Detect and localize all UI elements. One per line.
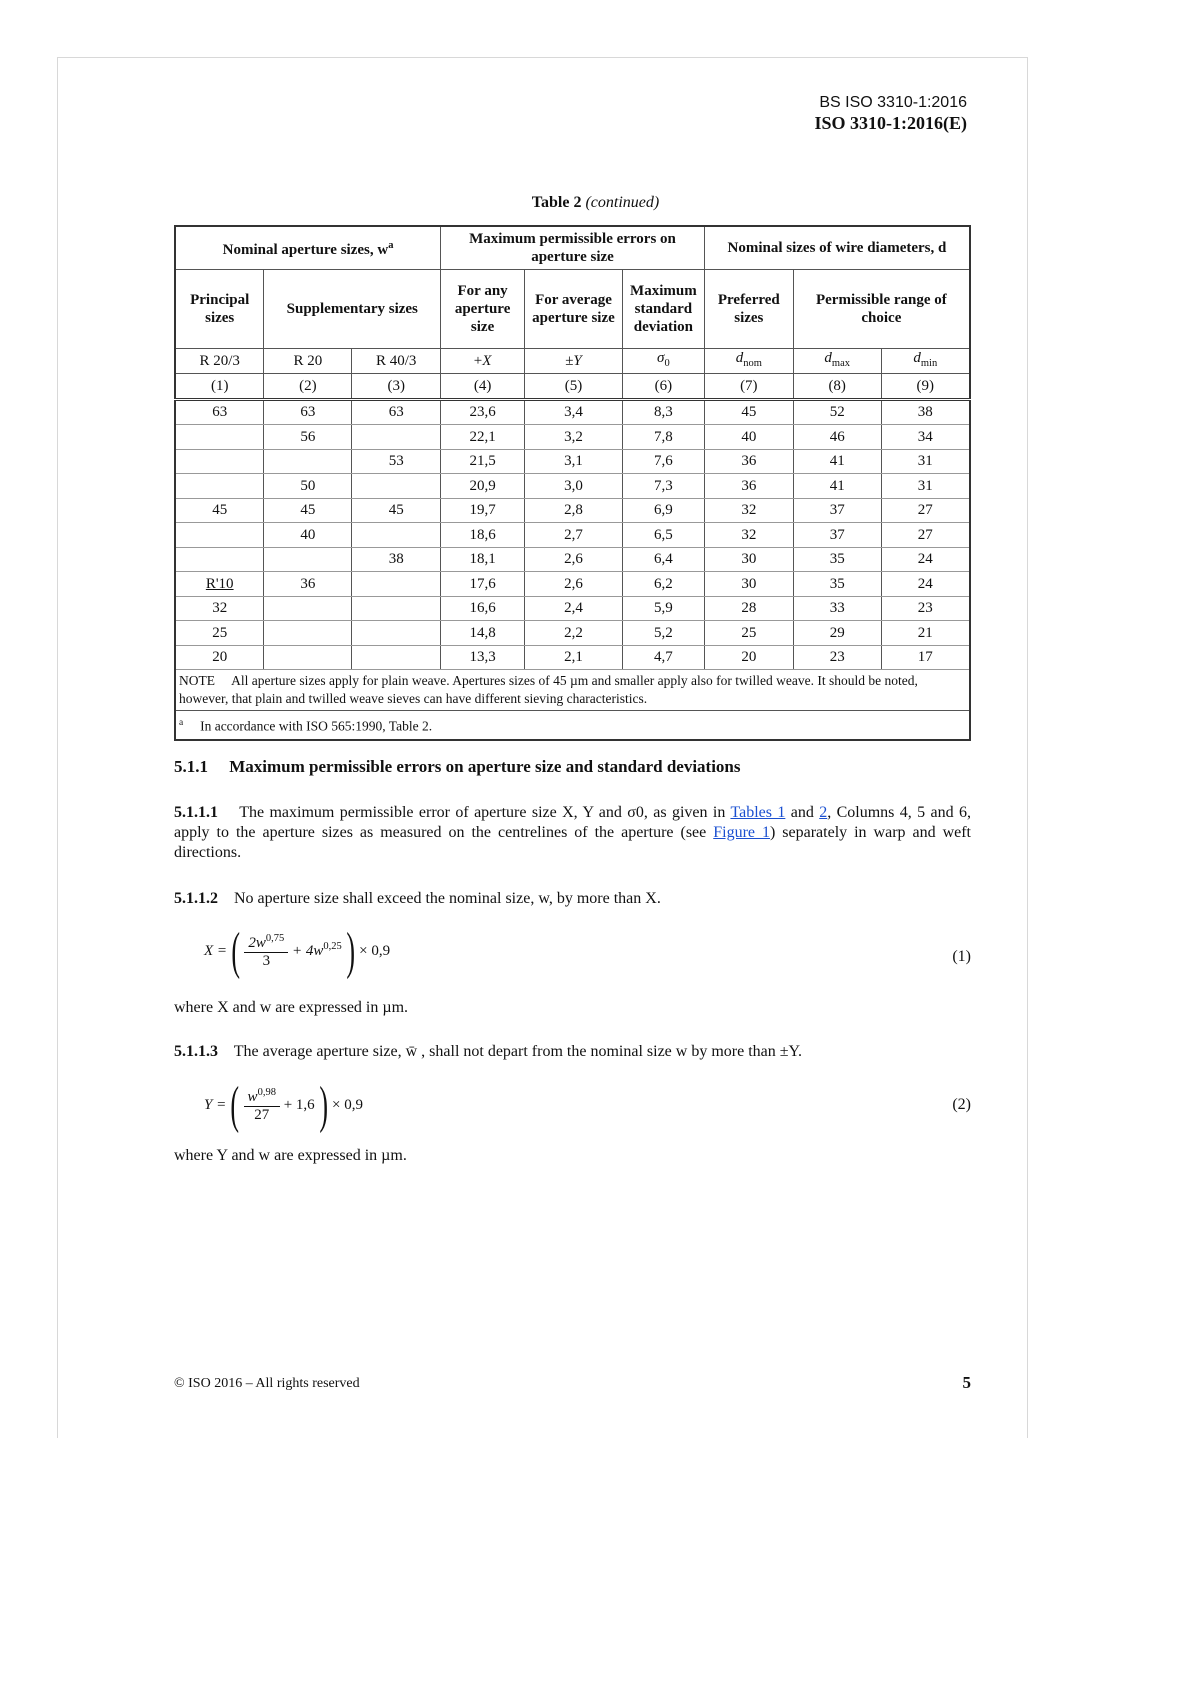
table-cell: 2,6 xyxy=(525,572,623,597)
table-row xyxy=(175,498,970,523)
table-cell xyxy=(175,523,264,548)
table-cell: 24 xyxy=(881,572,970,597)
table-cell: 2,7 xyxy=(525,523,623,548)
table-cell: 25 xyxy=(704,621,793,646)
table-cell: 35 xyxy=(793,572,881,597)
table-cell: 20 xyxy=(175,645,264,670)
table-cell: 7,8 xyxy=(622,425,704,450)
doc-id-iso: ISO 3310-1:2016(E) xyxy=(814,113,967,133)
table-cell: 7,3 xyxy=(622,474,704,499)
table-cell: 45 xyxy=(704,399,793,425)
page-number: 5 xyxy=(962,1373,971,1392)
section-heading: 5.1.1 Maximum permissible errors on aperture size and standard deviations xyxy=(174,757,741,776)
group-header: Nominal sizes of wire diameters, d xyxy=(704,226,970,269)
table-cell xyxy=(352,523,441,548)
group-header: Nominal aperture sizes, $w^a$ xyxy=(175,226,441,269)
table-cell: 7,6 xyxy=(622,449,704,474)
table-cell: 18,1 xyxy=(441,547,525,572)
table-caption xyxy=(0,194,1191,212)
table-cell: 38 xyxy=(881,399,970,425)
sub-header: Supplementary sizes xyxy=(264,269,441,348)
where-1: where X and w are expressed in µm. xyxy=(174,999,409,1016)
table-cell: 29 xyxy=(793,621,881,646)
table-cell xyxy=(175,474,264,499)
table-cell xyxy=(352,645,441,670)
table-cell xyxy=(352,596,441,621)
table-cell xyxy=(264,645,352,670)
table-cell: 25 xyxy=(175,621,264,646)
table-row xyxy=(175,547,970,572)
equation-1-label: (1) xyxy=(952,948,971,965)
column-number: (8) xyxy=(793,373,881,399)
table-cell xyxy=(264,596,352,621)
sub-header: For average aperture size xyxy=(525,269,623,348)
table-cell: 17 xyxy=(881,645,970,670)
table-cell: 23,6 xyxy=(441,399,525,425)
table-cell: 36 xyxy=(264,572,352,597)
table-cell: 32 xyxy=(704,523,793,548)
equation-1: X =( $\frac{2w^{0,75}}{3}$ + $4w^{0,25}) \times 0,9$ xyxy=(204,923,391,980)
caption-suffix: (continued) xyxy=(585,194,660,211)
table-cell: 32 xyxy=(175,596,264,621)
column-number-row xyxy=(175,373,970,399)
paragraph-5-1-1-2: 5.1.1.2 No aperture size shall exceed the nominal size, w, by more than X. xyxy=(174,890,661,907)
table-cell: 5,9 xyxy=(622,596,704,621)
table-cell: 23 xyxy=(881,596,970,621)
table-cell: 6,2 xyxy=(622,572,704,597)
table-cell: 45 xyxy=(352,498,441,523)
table-cell: 6,5 xyxy=(622,523,704,548)
table-cell: 40 xyxy=(264,523,352,548)
table-cell: 17,6 xyxy=(441,572,525,597)
table-cell: 20,9 xyxy=(441,474,525,499)
equation-2-label: (2) xyxy=(952,1096,971,1113)
table-cell: 33 xyxy=(793,596,881,621)
table-cell: 45 xyxy=(264,498,352,523)
table-cell xyxy=(175,547,264,572)
table-row xyxy=(175,572,970,597)
series-cell: $\sigma_0$ xyxy=(622,348,704,373)
table-cell xyxy=(264,449,352,474)
table-cell: 40 xyxy=(704,425,793,450)
table-cell: 32 xyxy=(704,498,793,523)
table-cell xyxy=(264,547,352,572)
link-tables-1[interactable]: Tables 1 xyxy=(730,804,786,821)
table-cell: 2,2 xyxy=(525,621,623,646)
table-cell xyxy=(352,621,441,646)
column-number: (4) xyxy=(441,373,525,399)
sub-header: Preferred sizes xyxy=(704,269,793,348)
table-row xyxy=(175,621,970,646)
group-header: Maximum permissible errors on aperture size xyxy=(441,226,705,269)
table-cell: 3,0 xyxy=(525,474,623,499)
table-cell: 37 xyxy=(793,523,881,548)
table-cell: 38 xyxy=(352,547,441,572)
table-cell: 6,4 xyxy=(622,547,704,572)
column-number: (9) xyxy=(881,373,970,399)
series-cell: ±Y xyxy=(525,348,623,373)
table-cell: 46 xyxy=(793,425,881,450)
table-cell: 19,7 xyxy=(441,498,525,523)
table-cell: 31 xyxy=(881,449,970,474)
table-cell xyxy=(175,425,264,450)
table-note: NOTE All aperture sizes apply for plain weave. Apertures sizes of 45 µm and smaller apply also for twilled weave. It should be noted, however, that plain and twilled weave sieves can have different sieving characteristics. xyxy=(175,670,970,711)
table-cell: 2,8 xyxy=(525,498,623,523)
series-row xyxy=(175,348,970,373)
table-cell: 53 xyxy=(352,449,441,474)
table-cell: 2,6 xyxy=(525,547,623,572)
series-cell: $d_{max}$ xyxy=(793,348,881,373)
table-cell: 5,2 xyxy=(622,621,704,646)
table-row xyxy=(175,449,970,474)
table-cell xyxy=(352,474,441,499)
table-cell: 3,2 xyxy=(525,425,623,450)
table-cell: 50 xyxy=(264,474,352,499)
series-cell: $d_{nom}$ xyxy=(704,348,793,373)
table-cell: 23 xyxy=(793,645,881,670)
doc-id: BS ISO 3310-1:2016 xyxy=(819,94,967,111)
table-cell: 36 xyxy=(704,474,793,499)
table-cell: 3,4 xyxy=(525,399,623,425)
series-cell: R 40/3 xyxy=(352,348,441,373)
table-cell: 30 xyxy=(704,572,793,597)
sub-header: For any aperture size xyxy=(441,269,525,348)
table-cell: 3,1 xyxy=(525,449,623,474)
table-cell: 31 xyxy=(881,474,970,499)
table-cell: 63 xyxy=(264,399,352,425)
column-number: (7) xyxy=(704,373,793,399)
table-cell: 36 xyxy=(704,449,793,474)
table-cell: 21,5 xyxy=(441,449,525,474)
table-cell: R'10 xyxy=(175,572,264,597)
table-row xyxy=(175,399,970,425)
aperture-table xyxy=(174,225,971,741)
table-cell: 16,6 xyxy=(441,596,525,621)
table-cell: 41 xyxy=(793,449,881,474)
table-cell: 24 xyxy=(881,547,970,572)
table-row xyxy=(175,645,970,670)
table-cell: 30 xyxy=(704,547,793,572)
column-number: (2) xyxy=(264,373,352,399)
series-cell: R 20/3 xyxy=(175,348,264,373)
table-row xyxy=(175,596,970,621)
table-cell: 63 xyxy=(352,399,441,425)
table-cell xyxy=(175,449,264,474)
equation-2: Y =( $\frac{w^{0,98}}{27}$ + 1,6) × 0,9 xyxy=(204,1077,363,1134)
paragraph-5-1-1-1: 5.1.1.1 The maximum permissible error of aperture size X, Y and σ0, as given in Tables 1 and 2, Columns 4, 5 and 6, apply to the aperture sizes as measured on the centrelines of the aperture (see Figure 1) separately in warp and weft directions. xyxy=(174,804,972,861)
table-cell xyxy=(264,621,352,646)
table-cell: 13,3 xyxy=(441,645,525,670)
table-cell: 27 xyxy=(881,523,970,548)
series-cell: $d_{min}$ xyxy=(881,348,970,373)
series-cell: +X xyxy=(441,348,525,373)
table-cell: 45 xyxy=(175,498,264,523)
table-cell: 2,1 xyxy=(525,645,623,670)
table-cell: 27 xyxy=(881,498,970,523)
table-cell: 8,3 xyxy=(622,399,704,425)
table-cell: 35 xyxy=(793,547,881,572)
table-cell: 34 xyxy=(881,425,970,450)
table-row xyxy=(175,474,970,499)
copyright: © ISO 2016 – All rights reserved xyxy=(174,1376,360,1391)
sub-header: Maximum standard deviation xyxy=(622,269,704,348)
column-number: (1) xyxy=(175,373,264,399)
paragraph-5-1-1-3: 5.1.1.3 The average aperture size, w̄ , shall not depart from the nominal size w by more than ±Y. xyxy=(174,1043,803,1060)
table-cell: 4,7 xyxy=(622,645,704,670)
where-2: where Y and w are expressed in µm. xyxy=(174,1147,407,1164)
table-cell: 6,9 xyxy=(622,498,704,523)
column-number: (3) xyxy=(352,373,441,399)
table-cell: 18,6 xyxy=(441,523,525,548)
sub-header: Principal sizes xyxy=(175,269,264,348)
table-cell xyxy=(352,425,441,450)
table-cell: 37 xyxy=(793,498,881,523)
table-row xyxy=(175,523,970,548)
table-row xyxy=(175,425,970,450)
table-cell: 14,8 xyxy=(441,621,525,646)
table-cell: 21 xyxy=(881,621,970,646)
link-table-2[interactable]: 2 xyxy=(819,804,828,821)
sub-header: Permissible range of choice xyxy=(793,269,970,348)
column-number: (5) xyxy=(525,373,623,399)
column-number: (6) xyxy=(622,373,704,399)
table-cell: 22,1 xyxy=(441,425,525,450)
table-cell: 28 xyxy=(704,596,793,621)
table-cell: 20 xyxy=(704,645,793,670)
table-cell: 2,4 xyxy=(525,596,623,621)
table-cell xyxy=(352,572,441,597)
caption-title: Table 2 xyxy=(531,194,582,211)
table-cell: 41 xyxy=(793,474,881,499)
table-cell: 63 xyxy=(175,399,264,425)
table-footnote: $^a$ In accordance with ISO 565:1990, Table 2. xyxy=(175,711,970,740)
series-cell: R 20 xyxy=(264,348,352,373)
table-cell: 52 xyxy=(793,399,881,425)
table-cell: 56 xyxy=(264,425,352,450)
link-figure-1[interactable]: Figure 1 xyxy=(713,824,770,841)
